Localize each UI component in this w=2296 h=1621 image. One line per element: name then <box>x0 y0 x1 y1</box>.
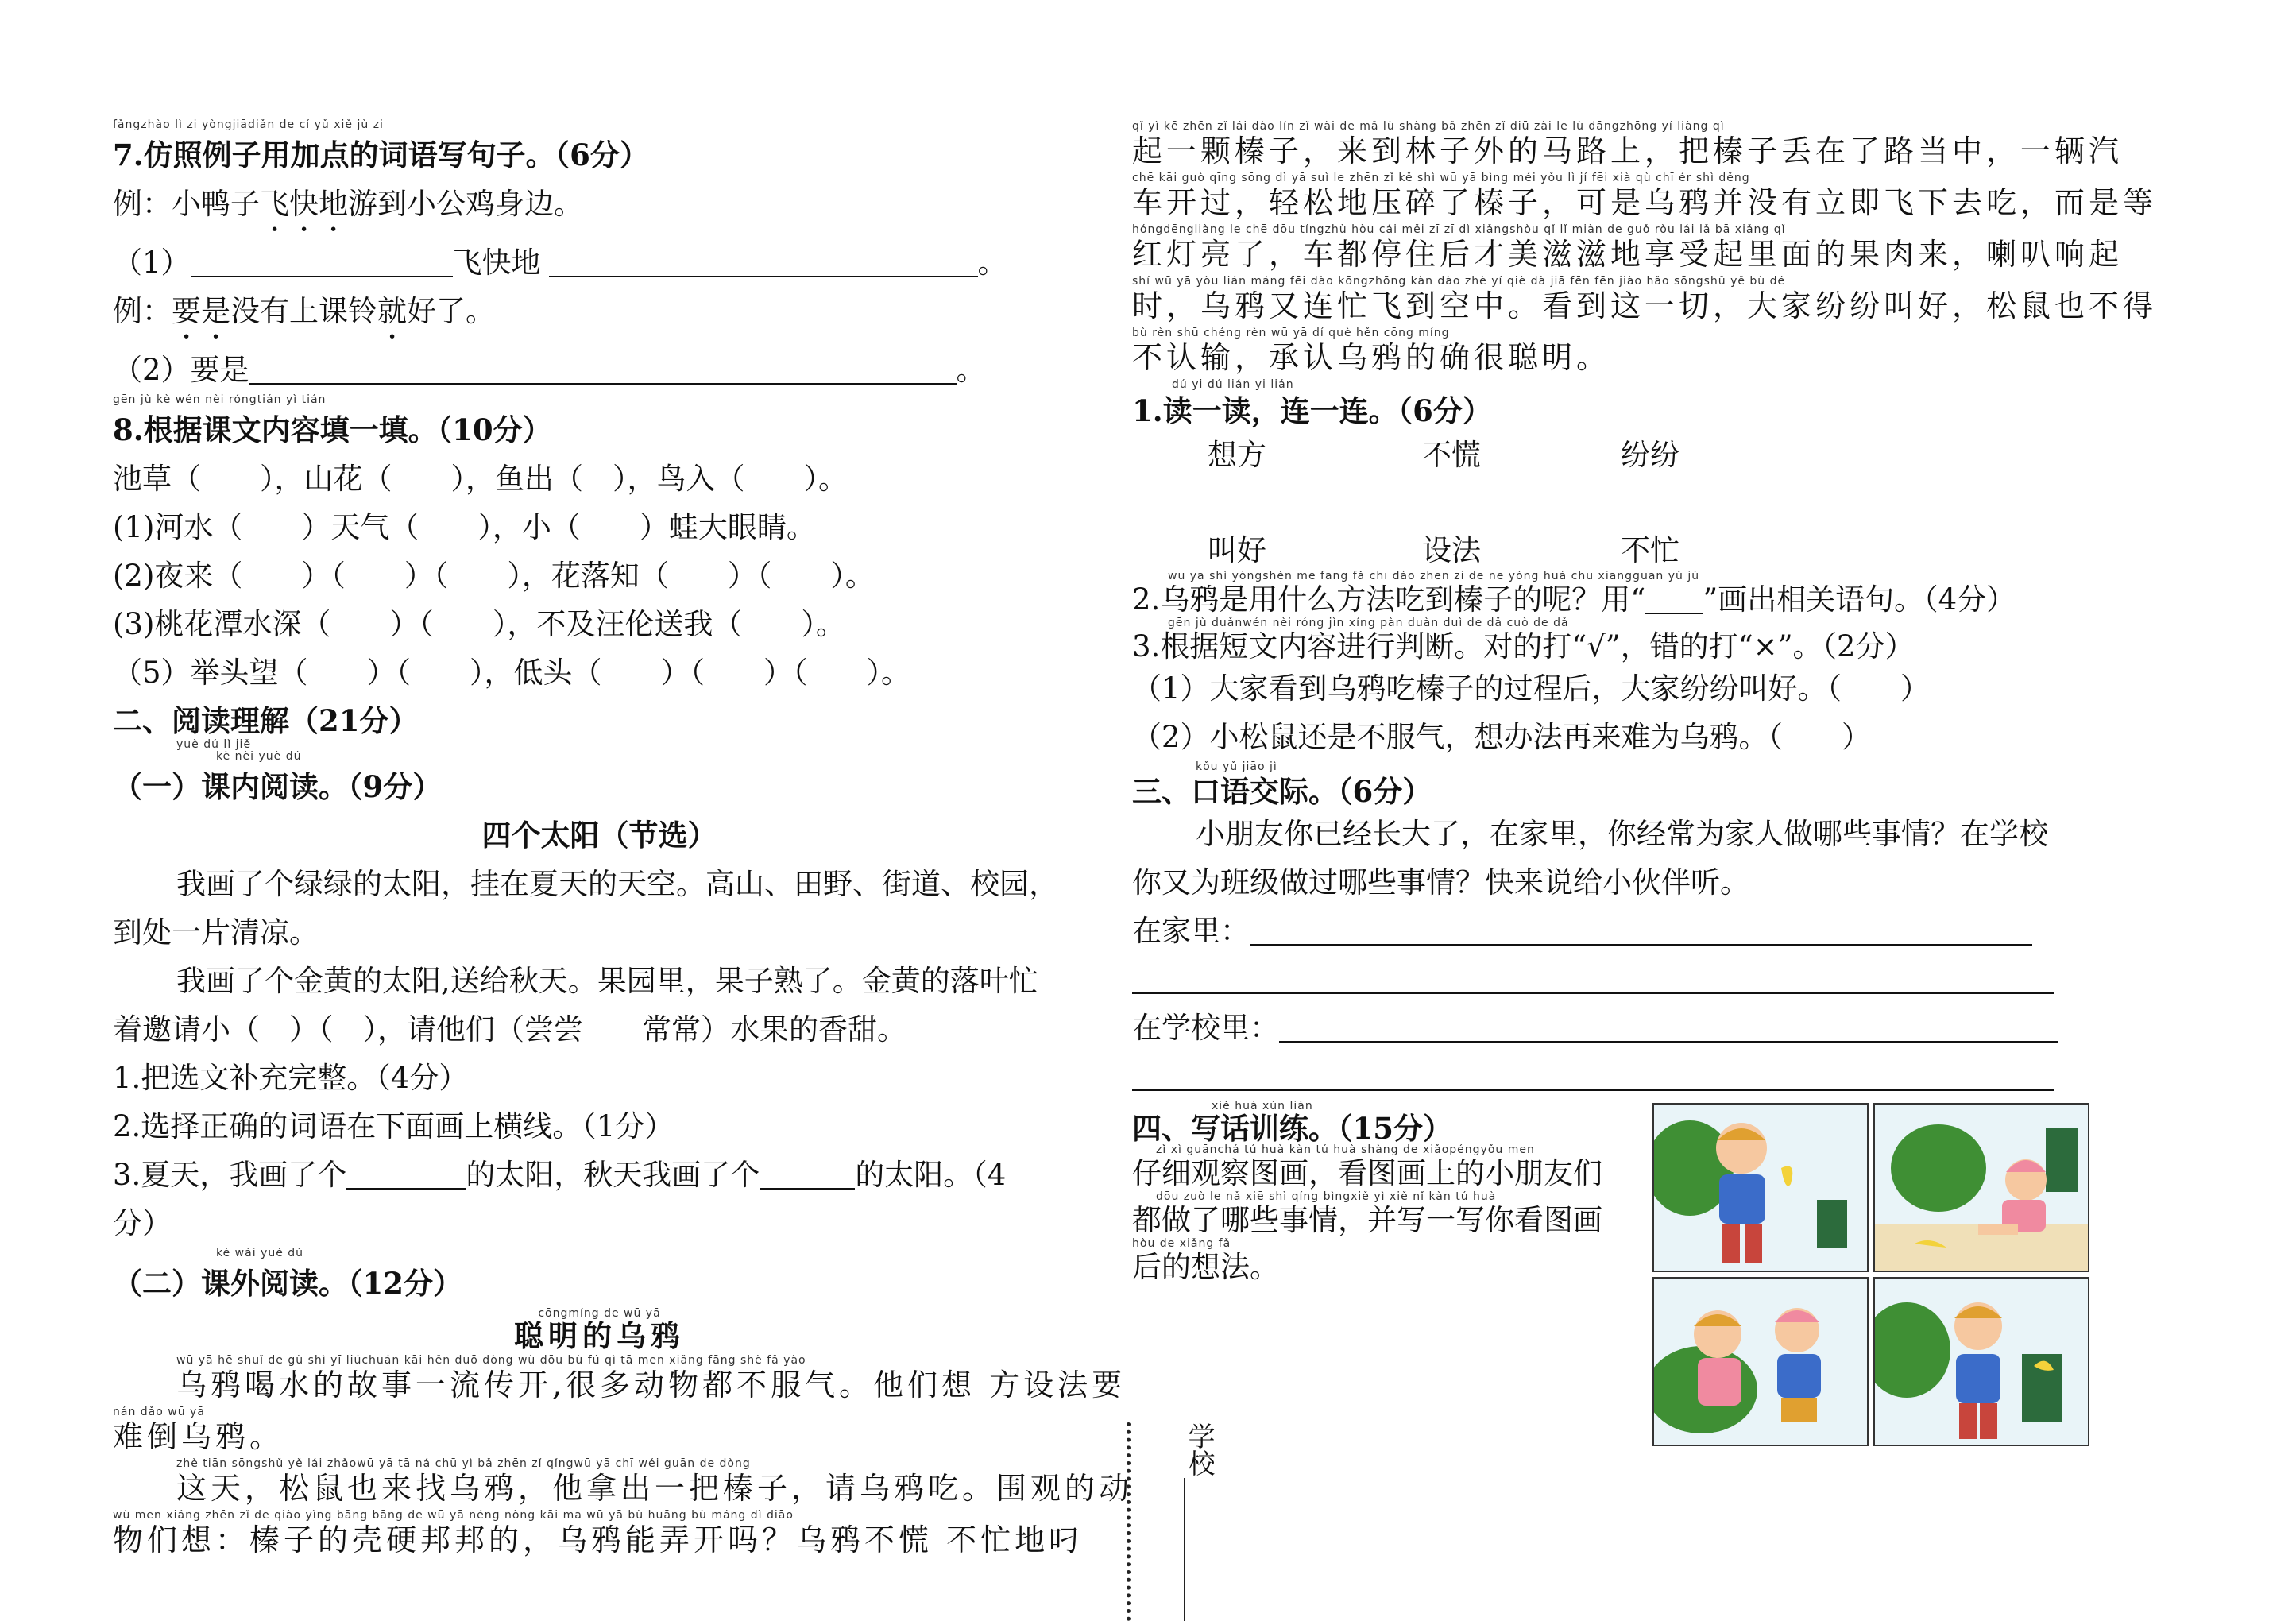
picture-panel-3 <box>1652 1277 1869 1446</box>
boy-eating-banana-image <box>1654 1105 1869 1272</box>
word-matching <box>1132 431 2121 567</box>
dotted-word: 飞快地 <box>260 187 348 221</box>
question-7 <box>113 119 1086 180</box>
blank-field[interactable] <box>1132 1061 2054 1091</box>
pinyin: fǎngzhào lì zi yòngjiādiǎn de cí yǔ xiě jù zi <box>113 119 384 131</box>
question-7-title: 7.仿照例子用加点的词语写句子。（6分） <box>113 137 649 172</box>
school-label: 学校 <box>1183 1422 1215 1476</box>
boy-helping-girl-image <box>1654 1279 1869 1446</box>
picture-story <box>1652 1103 2089 1446</box>
left-column <box>113 119 1134 1558</box>
dotted-word: 要是 <box>172 294 230 328</box>
blank-field[interactable] <box>549 247 978 277</box>
reading-question: 分） <box>113 1206 172 1240</box>
match-word[interactable]: 设法 <box>1422 533 1481 567</box>
writing-prompt: zǐ xì guānchá tú huà kàn tú huà shàng de xiǎopéngyǒu men 仔细观察图画，看图画上的小朋友们 <box>1132 1144 1602 1190</box>
blank-field[interactable] <box>191 247 453 277</box>
oral-prompt: 你又为班级做过哪些事情？快来说给小伙伴听。 <box>1132 865 1749 899</box>
oral-prompt: 小朋友你已经长大了，在家里，你经常为家人做哪些事情？在学校 <box>1196 817 2048 851</box>
match-word[interactable]: 想方 <box>1208 438 1266 472</box>
story-line: qǐ yì kē zhēn zǐ lái dào lín zǐ wài de mǎ lù shàng bǎ zhēn zǐ diū zài le lù dāngzhōng yí liàng qì 起一颗榛子，来到林子外的马路上，把榛子丢在了路当中，一辆汽 <box>1132 121 2124 168</box>
binding-dotted-line <box>1127 1422 1135 1621</box>
picture-panel-2 <box>1873 1103 2089 1272</box>
blank-field[interactable] <box>1645 584 1703 614</box>
blank-field[interactable] <box>760 1159 855 1190</box>
article-2-title: 聪明的乌鸦 <box>514 1318 685 1353</box>
blank-field[interactable] <box>1250 915 2032 946</box>
reading-question: 2.选择正确的词语在下面画上横线。（1分） <box>113 1109 674 1143</box>
blank-field[interactable] <box>1279 1012 2058 1043</box>
pinyin: gēn jù kè wén nèi róngtián yì tián <box>113 394 327 406</box>
question-8-title: 8.根据课文内容填一填。（10分） <box>113 412 552 447</box>
story-line: zhè tiān sōngshǔ yě lái zhǎowū yā tā ná chū yì bǎ zhēn zǐ qǐngwū yā chī wéi guān de dòng 这天，松鼠也来找乌鸦，他拿出一把榛子，请乌鸦吃。围观的动 <box>176 1458 1134 1506</box>
writing-prompt: hòu de xiǎng fǎ 后的想法。 <box>1132 1238 1279 1284</box>
pinyin: kè wài yuè dú <box>216 1248 304 1259</box>
reading-question: 1.把选文补充完整。（4分） <box>113 1061 469 1095</box>
home-answer: 在家里： <box>1132 907 2121 955</box>
read-question-2: wū yā shì yòngshén me fāng fǎ chī dào zhēn zi de ne yòng huà chū xiāngguān yǔ jù 2.乌鸦是用什么方法吃到榛子的呢？用“ ”画出相关语句。（4分） <box>1132 571 2016 617</box>
picture-panel-1 <box>1652 1103 1869 1272</box>
judgement-item: （2）小松鼠还是不服气，想办法再来难为乌鸦。（ ） <box>1132 720 1872 754</box>
picture-panel-4 <box>1873 1277 2089 1446</box>
paragraph: 我画了个金黄的太阳,送给秋天。果园里，果子熟了。金黄的落叶忙 <box>176 964 1038 998</box>
blank-field[interactable] <box>249 354 957 385</box>
story-line: wū yā hē shuǐ de gù shì yī liúchuán kāi hěn duō dòng wù dōu bù fú qì tā men xiǎng fāng shè fǎ yào 乌鸦喝水的故事一流传开,很多动物都不服气。他们想 方设法要 <box>176 1355 1127 1402</box>
paragraph: 到处一片清凉。 <box>113 915 319 950</box>
school-answer: 在学校里： <box>1132 1004 2121 1052</box>
dotted-word: 就 <box>377 294 407 328</box>
section-4: xiě huà xùn liàn 四、写话训练。（15分） zǐ xì guānchá tú huà kàn tú huà shàng de xiǎopéngyǒu men 仔细观察图画，看图画上的小朋友们 dōu zuò le nǎ xiē shì qíng bìngxiě yì xiě nǐ kàn tú huà 都做了哪些事情，并写一写你看图画 hòu de xiǎng fǎ 后的想法。 <box>1132 1101 1641 1285</box>
girl-fallen-image <box>1875 1105 2089 1272</box>
story-line: wù men xiǎng zhēn zǐ de qiào yìng bāng bāng de wū yā néng nòng kāi ma wū yā bù huāng bù máng dì diāo 物们想：榛子的壳硬邦邦的，乌鸦能弄开吗？乌鸦不慌 不忙地叼 <box>113 1510 1084 1557</box>
fill-line: （5）举头望（ ）（ ），低头（ ）（ ）（ ）。 <box>113 656 911 690</box>
article-1-title: 四个太阳（节选） <box>481 818 717 853</box>
blank-field[interactable] <box>346 1159 466 1190</box>
story-line: chē kāi guò qīng sōng dì yā suì le zhēn zǐ kě shì wū yā bìng méi yǒu lì jí fēi xià qù chī ér shì děng 车开过，轻松地压碎了榛子，可是乌鸦并没有立即飞下去吃，而是等 <box>1132 172 2158 220</box>
answer-line-1: （1） 飞快地 。 <box>113 246 1007 280</box>
paragraph: 着邀请小（ ）（ ），请他们（尝尝 常常）水果的香甜。 <box>113 1012 906 1046</box>
fill-line: (3)桃花潭水深（ ）（ ），不及汪伦送我（ ）。 <box>113 607 845 641</box>
story-line: bù rèn shū chéng rèn wū yā dí què hěn cōng míng 不认输，承认乌鸦的确很聪明。 <box>1132 327 1611 375</box>
judgement-item: （1）大家看到乌鸦吃榛子的过程后，大家纷纷叫好。（ ） <box>1132 671 1931 706</box>
blank-line <box>1132 955 2121 1004</box>
boy-throwing-peel-image <box>1875 1279 2089 1446</box>
read-question-1: dú yi dú lián yi lián 1.读一读，连一连。（6分） <box>1132 379 1492 428</box>
reading-question: 3.夏天，我画了个 的太阳，秋天我画了个 的太阳。（4 <box>113 1158 1007 1192</box>
story-line: hóngdēngliàng le chē dōu tíngzhù hòu cái měi zī zī dì xiǎngshòu qǐ lǐ miàn de guǒ ròu lái lǎ bā xiǎng qǐ 红灯亮了，车都停住后才美滋滋地享受起里面的果肉来，喇叭响起 <box>1132 224 2124 272</box>
fill-line: 池草（ ），山花（ ），鱼出（ ），鸟入（ ）。 <box>113 462 848 496</box>
writing-prompt: dōu zuò le nǎ xiē shì qíng bìngxiě yì xiě nǐ kàn tú huà 都做了哪些事情，并写一写你看图画 <box>1132 1191 1602 1237</box>
part-1-title: （一）课内阅读。（9分） <box>113 769 443 804</box>
section-3: kǒu yǔ jiāo jì 三、口语交际。（6分） <box>1132 761 1432 809</box>
match-word[interactable]: 纷纷 <box>1621 438 1679 472</box>
paragraph: 我画了个绿绿的太阳，挂在夏天的天空。高山、田野、街道、校园， <box>176 867 1058 901</box>
school-name-line <box>1184 1478 1185 1621</box>
fill-line: (2)夜来（ ）（ ）（ ），花落知（ ）（ ）。 <box>113 559 875 593</box>
answer-line-2: （2）要是 。 <box>113 353 986 387</box>
blank-line <box>1132 1052 2121 1101</box>
story-line: nán dǎo wū yā 难倒乌鸦。 <box>113 1406 284 1454</box>
part-2-title: （二）课外阅读。（12分） <box>113 1266 462 1301</box>
story-line: shí wū yā yòu lián máng fēi dào kōngzhōng kàn dào zhè yí qiè dà jiā fēn fēn jiào hǎo sōngshǔ yě bù dé 时，乌鸦又连忙飞到空中。看到这一切，大家纷纷叫好，松鼠也不得 <box>1132 276 2158 323</box>
fill-line: (1)河水（ ）天气（ ），小（ ）蛙大眼睛。 <box>113 510 816 544</box>
question-8 <box>113 394 1086 455</box>
blank-field[interactable] <box>1132 964 2054 994</box>
example-1: 例：小鸭子飞快地游到小公鸡身边。 <box>113 187 583 221</box>
section-2-title: 二、阅读理解（21分） <box>113 703 419 738</box>
match-word[interactable]: 叫好 <box>1208 533 1266 567</box>
match-word[interactable]: 不忙 <box>1621 533 1679 567</box>
pinyin: cōngmíng de wū yā <box>538 1308 661 1320</box>
read-question-3: gēn jù duǎnwén nèi róng jìn xíng pàn duàn duì de dǎ cuò de dǎ 3.根据短文内容进行判断。对的打“√”，错的打“×”。（2分） <box>1132 617 1915 663</box>
match-word[interactable]: 不慌 <box>1422 438 1481 472</box>
example-2: 例：要是没有上课铃就好了。 <box>113 294 495 328</box>
pinyin: kè nèi yuè dú <box>216 751 302 763</box>
pinyin: yuè dú lǐ jiě <box>176 739 252 751</box>
